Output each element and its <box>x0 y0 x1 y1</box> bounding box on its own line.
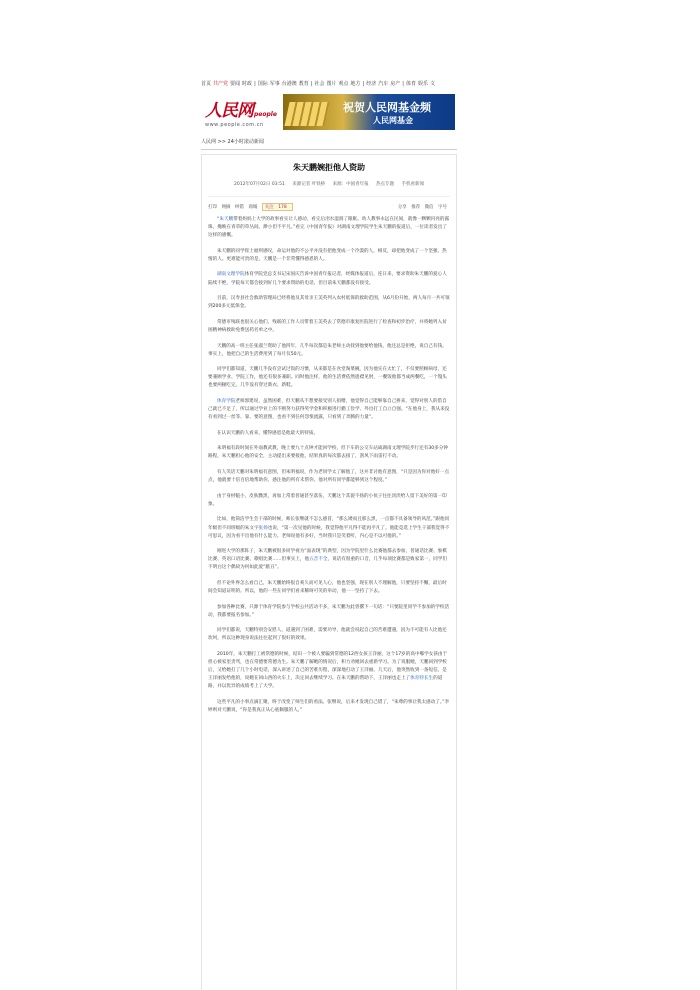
nav-item[interactable]: 文 <box>430 81 436 87</box>
nav-item[interactable]: 图片 <box>326 81 337 87</box>
publish-date: 2012年07月02日 03:51 <box>234 182 285 187</box>
article-title: 朱天鹏婉拒他人资助 <box>293 163 365 172</box>
follow-label: 关注 <box>264 204 274 210</box>
site-header <box>201 94 457 134</box>
nav-item[interactable]: 社会 <box>314 81 325 87</box>
paragraph: 目前，汉寿县社会救助管理局已经将他及其母亲王美英列入农村低保的救助范围，从6月份开始，两人每月一共可领到200多元低保金。 <box>208 296 450 310</box>
banner-subline: 人民网基金 <box>373 116 413 125</box>
top-navigation <box>201 80 457 88</box>
recommend-button[interactable]: 推荐 <box>411 204 421 210</box>
inline-link[interactable]: 体育学院 <box>217 399 236 404</box>
nav-item[interactable]: 教育 <box>298 81 309 87</box>
paragraph: 由于身材魁小，皮肤黝黑，再加上常着普通甚至落伍，天鹏这个其貌不扬的小伙子往往淡淡给人留下美好的第一印象。 <box>208 493 447 507</box>
toolbar-right <box>398 204 450 210</box>
font-size-button[interactable]: 字号 <box>438 204 447 210</box>
paragraph: 体育学院老师郭建说，虽然困难，但天鹏从不想要接受别人捐赠，他觉得自己能够靠自己拼来，觉得对别人的借自己就已不足了，所以通过学业上的不断努力获得奖学金和积极进行勤工俭学、外出打工自立自强。“在他身上，我从来没有看到过一丝等、靠、要的意图，也看不到任何怨恨流露，只看到了奔腾的力量”。 <box>208 399 450 421</box>
gold-bars-image <box>284 102 329 126</box>
inline-link[interactable]: 朱天鹏 <box>219 217 234 222</box>
toolbar-left <box>208 203 296 211</box>
paragraph: 有人笑话天鹏对朱明福有意图，但朱明福说，作为老同学太了解他了，这并非讨他有意图，“只是因为你对他好一点点，他就要十倍百倍地帮助你，感注他的所有未帮你，他对所有同学都能够到这个程度。” <box>208 470 450 484</box>
nav-item[interactable]: 汽车 <box>378 81 389 87</box>
people-logo[interactable] <box>205 96 283 128</box>
paragraph: 刚进大学的那阵子，朱天鹏被很多同学视为“面表现”的典型，因为学院里什么比赛他都去参加，普通话比赛、象棋比赛、英语口语比赛、歌唱比赛……但事实上，他五音不全，说话有很重的口音，几乎每项比赛都是败家第一，同学们不明白这个偶故为何如此爱“献丑”。 <box>208 549 447 571</box>
paragraph: 比如，他简洁学生会干部的时候，师长张继就不怎么感冒，“那么矮而且那么黑，一点都不具备领导的风范。”跟他同年级但不同班级的朱文字张扬也说，“第一次见他的时候，我觉得他平凡得不能再平凡了。他能竞选上学生干部我觉得不可思议，因为看不出他有什么能力。老师说他有多好，当时我只是笑着听，内心是不以可他的。” <box>208 517 450 539</box>
logo-url: www.people.com.cn <box>205 122 264 128</box>
nav-item[interactable]: 体育 <box>405 81 416 87</box>
nav-item[interactable]: 时政 <box>242 81 253 87</box>
nav-separator: | <box>362 81 365 87</box>
banner-headline: 祝贺人民网基金频 <box>343 101 431 114</box>
paragraph: 湖南文理学院体育学院党总支书记宋国庆告诉中国青年报记者，经媒体报道后，连日来，要求资助朱天鹏的爱心人陆续不绝，学院每天都会接到好几个要求资助的电话，但目前朱天鹏都没有接受。 <box>208 272 447 286</box>
source: 来源：中国青年报 <box>332 182 369 187</box>
nav-item[interactable]: 经济 <box>366 81 377 87</box>
share-button[interactable]: 分享 <box>397 204 407 210</box>
reporter: 来源记者 叶铁桥 <box>292 182 326 187</box>
logo-cn: 人民网 <box>205 101 253 121</box>
paragraph: 朱天鹏的同学崔士福则感叹，命运对他的不公平并没有把他变成一个冷漠的人，相反，却把他变成了一个坚强、热情的人。更难能可贵的是，天鹏是一个非常懂得感恩的人。 <box>208 248 447 262</box>
inline-link[interactable]: 体育特长生 <box>410 676 434 682</box>
logo-en: people <box>254 111 277 118</box>
paragraph: “朱天鹏带着妈妈上大学的故事看实让人感动，看完后泪水湿润了眼眶。幼人教事永远在民间，就像一颗颗闪亮的露珠，掩映在青草的草丛间，渺小但不平凡。”看完《中国青年报》对湖南文理学院学生朱天鹏的报道后，一位读者发出了这样的感慨。 <box>208 217 450 239</box>
nav-item[interactable]: 共产党 <box>213 81 229 87</box>
bookmark-button[interactable]: 网摘 <box>221 204 231 210</box>
mall-button[interactable]: 商城 <box>248 204 258 210</box>
follow-button[interactable] <box>262 203 293 211</box>
nav-item[interactable]: 要闻 <box>230 81 241 87</box>
nav-item[interactable]: 观点 <box>338 81 349 87</box>
article-meta <box>208 181 450 187</box>
paragraph: 朱明福有段时间在外面教武教，晚上要九十点钟才能回学校，但下车的公交车站离湖南文理学院步行还有30多分钟路程，朱天鹏担心他的安全，主动提出来要接他，结果真的每次都去接了，刮风下雨雷打不动。 <box>208 446 448 460</box>
follow-count: 178 <box>278 204 287 210</box>
nav-separator: | <box>310 81 313 87</box>
breadcrumb[interactable]: 人民网 >> 24小时滚动新闻 <box>201 138 457 150</box>
mobile-news-link[interactable]: 手机看新闻 <box>401 182 424 187</box>
paragraph: 同学们都说，天鹏特别会安慰人，道遇到了困难，需要功导，他就会说起自己的苦难遭遇，因为不可能有人比他还坎坷，所以这种现身说法往往起到了很好的效果。 <box>208 628 447 642</box>
hot-topics-link[interactable]: 热点专题 <box>376 182 395 187</box>
nav-item[interactable]: 国际 <box>257 81 268 87</box>
paragraph: 参加各种比赛，只源于体育学院参与学校公共活动不多，朱天鹏为此曾撂下一句话：“只要院里同学不参加的学校活动，我都要报名参加。” <box>208 604 450 618</box>
inline-link[interactable]: 湖南文理学院 <box>217 272 245 278</box>
nav-item[interactable]: 首页 <box>201 81 212 87</box>
paragraph: 在认识天鹏的人看来，懂得感恩是他最大的特质。 <box>217 430 319 436</box>
article-box <box>201 154 457 990</box>
wechat-button[interactable]: 微信 <box>424 204 434 210</box>
paragraph: 天鹏的高一班主任张淑兰资助了他四年，几乎每次都是朱老师主动找到他要给他钱，他还总是拒绝，说自己有钱。事实上，他把自己的生活费用到了每月仅50元。 <box>208 343 447 357</box>
nav-item[interactable]: 地方 <box>350 81 361 87</box>
article-body <box>208 216 450 715</box>
paragraph: 这些平凡的小事点滴汇聚，终于改变了师生们的看法。张继说，后来才发现自己错了，“朱尊的事让我太感动了。”李婷则对天鹏说，“你是我真正从心底佩服的人。” <box>208 700 450 714</box>
paragraph: 但不论外界怎么看自己，朱天鹏始终很自爽久而可见人心，他也坚强，现在别人不理解他，只要坚持不懈，最后时间会知道证明的。所以，他的一些在同学们看来稀呀可笑的举动，他一一坚持了下去。 <box>208 581 447 595</box>
nav-separator: | <box>402 81 404 87</box>
inline-link[interactable]: 五音不全 <box>309 557 328 563</box>
ad-banner[interactable] <box>283 94 455 130</box>
print-button[interactable]: 打印 <box>208 204 217 210</box>
nav-item[interactable]: 台港澳 <box>281 81 297 87</box>
page-container <box>201 80 457 990</box>
paragraph: 常德市残联也很关心他们，残联的工作人员带着王美英去了常德市康复医院进行了检查和初步治疗，并将她列入贫困精神病救助免费送药名单之中。 <box>208 319 447 333</box>
paragraph: 2010年，朱天鹏打工被常德的时候，结识一个被人要骗到常德的12西女孩王洋丽，这个17岁的高中郫学女孩由于担心被家里责骂，也在常德要常德为生。朱天鹏了解她的情况后，积力劝她回去重新学习。为了说服她，天鹏回到学校后，又给她打了几个小时电话，深入讲述了自己的苦难历程，深深地打动了王洋丽。几天后，他突然收到一条短信，是王洋丽发给他的，说她在回山西的火车上，决定回去继续学习。在朱天鹏的帮助下，王洋丽也走上了体育特长生的道路，并以优异的成绩考上了大学。 <box>208 652 448 690</box>
inline-link[interactable]: 张扬 <box>258 525 268 531</box>
paragraph: 同学们都知道，天鹏几乎没有尝试过饭的习惯，从来都是在食堂淘菜碗，因为他实在太忙了，不仅要照顾病母，还要兼顾学业、学院工作，他还有很多兼职。同时他注样，他的生活费依然捉襟见肘，一餐饭他都当成两餐吃，一个馒头也要两顿吃完，几乎没有穿过新衣、新鞋。 <box>208 367 447 389</box>
article-toolbar <box>208 196 450 210</box>
nav-separator: | <box>254 81 256 87</box>
nav-item[interactable]: 房产 <box>390 81 401 87</box>
correction-button[interactable]: 纠错 <box>234 204 244 210</box>
nav-item[interactable]: 娱乐 <box>418 81 429 87</box>
nav-item[interactable]: 军事 <box>269 81 280 87</box>
